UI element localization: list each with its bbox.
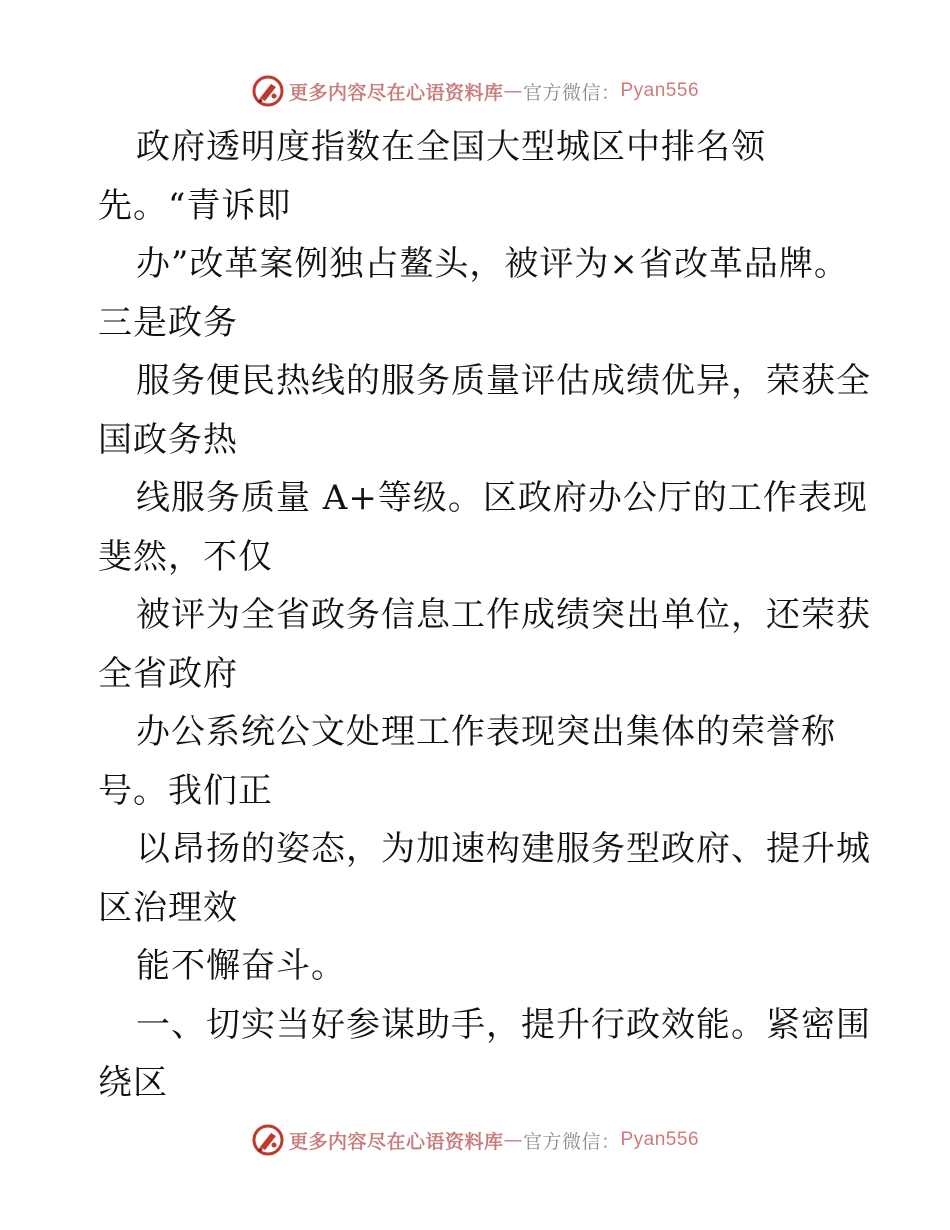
body-line: 先。“青诉即 — [98, 185, 292, 226]
body-line: 全省政府 — [98, 653, 238, 694]
footer-banner-dash: — — [503, 1129, 523, 1151]
header-banner-dash: — — [503, 80, 523, 102]
header-banner-main-text: 更多内容尽在心语资料库 — [288, 81, 504, 104]
header-watermark-banner — [0, 71, 950, 111]
header-banner-wechat-id: Pyan556 — [620, 80, 700, 101]
body-line: 线服务质量 A+等级。区政府办公厅的工作表现 — [136, 478, 868, 518]
footer-banner-main-text: 更多内容尽在心语资料库 — [288, 1130, 504, 1153]
body-line: 能不懈奋斗。 — [136, 946, 346, 986]
body-line: 号。我们正 — [98, 770, 273, 811]
pen-logo-icon — [251, 74, 285, 108]
body-line: 以昂扬的姿态，为加速构建服务型政府、提升城 — [136, 829, 871, 869]
body-line: 斐然，不仅 — [98, 536, 273, 577]
body-line: 三是政务 — [98, 302, 238, 343]
body-line: 服务便民热线的服务质量评估成绩优异，荣获全 — [136, 361, 871, 401]
body-line: 办公系统公文处理工作表现突出集体的荣誉称 — [136, 712, 836, 752]
body-line: 被评为全省政务信息工作成绩突出单位，还荣获 — [136, 595, 871, 635]
pen-logo-icon — [251, 1123, 285, 1157]
footer-banner-sub-text: 官方微信： — [522, 1130, 621, 1153]
body-line: 国政务热 — [98, 419, 238, 460]
body-line: 绕区 — [98, 1063, 168, 1103]
body-line: 办”改革案例独占鳌头，被评为×省改革品牌。 — [136, 244, 849, 284]
header-banner-sub-text: 官方微信： — [522, 81, 621, 104]
footer-watermark-banner — [0, 1120, 950, 1160]
body-line: 一、切实当好参谋助手，提升行政效能。紧密围 — [136, 1004, 871, 1045]
footer-banner-wechat-id: Pyan556 — [620, 1129, 700, 1150]
body-line: 政府透明度指数在全国大型城区中排名领 — [136, 127, 766, 167]
document-body — [98, 118, 878, 1113]
body-line: 区治理效 — [98, 887, 238, 928]
